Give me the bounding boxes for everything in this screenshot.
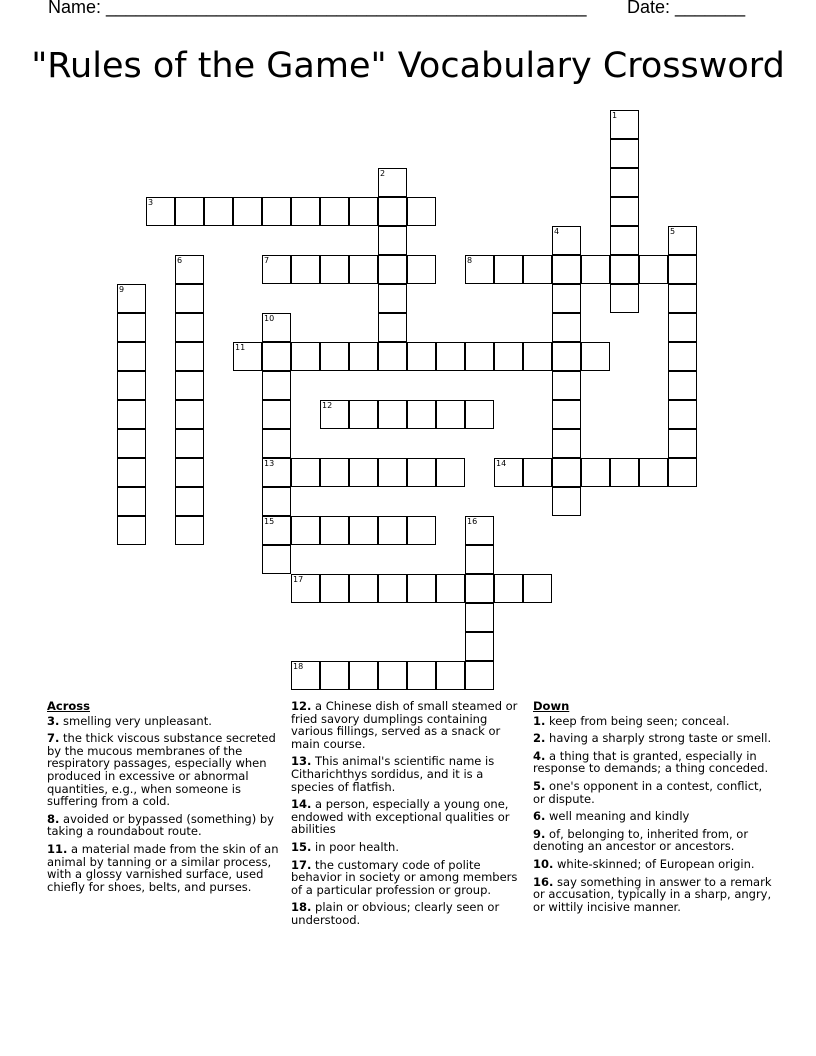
clue-number: 7. xyxy=(47,731,60,746)
crossword-cell[interactable] xyxy=(175,313,204,342)
clue-number: 3. xyxy=(47,713,60,728)
clue-number: 8. xyxy=(47,811,60,826)
clue-number: 5. xyxy=(533,778,546,793)
crossword-cell[interactable] xyxy=(349,458,378,487)
clue-number: 13. xyxy=(291,754,312,769)
crossword-cell[interactable] xyxy=(523,574,552,603)
clue-text: a material made from the skin of an animal by tanning or a similar process, with a glossy varnished surface, used chiefly for shoes, belts, and purses. xyxy=(47,841,279,894)
crossword-cell[interactable] xyxy=(552,429,581,458)
across-clue-list-continued xyxy=(291,700,523,927)
crossword-cell[interactable] xyxy=(291,255,320,284)
down-clue xyxy=(533,810,773,823)
clue-number: 18. xyxy=(291,900,312,915)
crossword-cell[interactable] xyxy=(465,255,494,284)
crossword-cell[interactable] xyxy=(262,342,291,371)
crossword-cell[interactable] xyxy=(349,400,378,429)
crossword-cell[interactable] xyxy=(117,516,146,545)
crossword-cell[interactable] xyxy=(523,255,552,284)
across-clue xyxy=(47,843,279,893)
clue-number: 9 xyxy=(119,285,125,294)
clue-text: well meaning and kindly xyxy=(545,809,690,824)
crossword-cell[interactable] xyxy=(494,458,523,487)
crossword-cell[interactable] xyxy=(407,255,436,284)
crossword-cell[interactable] xyxy=(291,661,320,690)
clue-number: 16 xyxy=(467,517,478,526)
crossword-cell[interactable] xyxy=(668,429,697,458)
crossword-cell[interactable] xyxy=(581,255,610,284)
clue-text: the thick viscous substance secreted by the mucous membranes of the respiratory passages, especially when produced in excessive or abnormal quantities, e.g., when someone is suffering from a cold. xyxy=(47,731,276,809)
crossword-cell[interactable] xyxy=(610,284,639,313)
clue-text: the customary code of polite behavior in society or among members of a particular profession or group. xyxy=(291,857,518,897)
down-clue xyxy=(533,715,773,728)
crossword-cell[interactable] xyxy=(552,371,581,400)
crossword-cell[interactable] xyxy=(552,487,581,516)
crossword-cell[interactable] xyxy=(465,574,494,603)
across-clue xyxy=(291,755,523,793)
crossword-cell[interactable] xyxy=(349,574,378,603)
crossword-cell[interactable] xyxy=(639,255,668,284)
clue-number: 1. xyxy=(533,713,546,728)
crossword-cell[interactable] xyxy=(175,429,204,458)
crossword-cell[interactable] xyxy=(465,516,494,545)
crossword-cell[interactable] xyxy=(378,516,407,545)
crossword-cell[interactable] xyxy=(668,400,697,429)
crossword-cell[interactable] xyxy=(436,458,465,487)
crossword-cell[interactable] xyxy=(349,197,378,226)
clue-number: 14 xyxy=(496,459,507,468)
crossword-cell[interactable] xyxy=(465,632,494,661)
crossword-cell[interactable] xyxy=(320,342,349,371)
clue-number: 1 xyxy=(612,111,618,120)
crossword-cell[interactable] xyxy=(581,342,610,371)
crossword-cell[interactable] xyxy=(378,255,407,284)
crossword-cell[interactable] xyxy=(262,400,291,429)
clue-text: a Chinese dish of small steamed or fried savory dumplings containing various fillings, served as a snack or main course. xyxy=(291,699,518,751)
clue-number: 18 xyxy=(293,662,304,671)
crossword-cell[interactable] xyxy=(494,342,523,371)
across-clues-column xyxy=(47,700,279,898)
crossword-cell[interactable] xyxy=(668,371,697,400)
clue-number: 14. xyxy=(291,797,312,812)
down-clue xyxy=(533,876,773,914)
crossword-cell[interactable] xyxy=(523,458,552,487)
clue-number: 10. xyxy=(533,856,554,871)
across-heading: Across xyxy=(47,699,90,713)
crossword-cell[interactable] xyxy=(552,284,581,313)
down-clue xyxy=(533,750,773,775)
clue-number: 13 xyxy=(264,459,275,468)
clue-text: say something in answer to a remark or accusation, typically in a sharp, angry, or wittily incisive manner. xyxy=(533,874,772,914)
down-clue xyxy=(533,828,773,853)
clue-number: 11 xyxy=(235,343,246,352)
crossword-cell[interactable] xyxy=(668,458,697,487)
clue-text: smelling very unpleasant. xyxy=(59,713,212,728)
across-clue xyxy=(291,798,523,836)
crossword-cell[interactable] xyxy=(117,342,146,371)
crossword-cell[interactable] xyxy=(262,255,291,284)
crossword-cell[interactable] xyxy=(610,458,639,487)
crossword-cell[interactable] xyxy=(668,342,697,371)
across-clue xyxy=(47,813,279,838)
crossword-cell[interactable] xyxy=(465,603,494,632)
page-title: "Rules of the Game" Vocabulary Crossword xyxy=(31,46,785,86)
down-clue xyxy=(533,858,773,871)
crossword-cell[interactable] xyxy=(378,661,407,690)
crossword-cell[interactable] xyxy=(320,197,349,226)
across-clues-continued-column xyxy=(291,700,523,932)
clue-number: 5 xyxy=(670,227,676,236)
crossword-cell[interactable] xyxy=(233,342,262,371)
crossword-cell[interactable] xyxy=(436,661,465,690)
crossword-cell[interactable] xyxy=(117,371,146,400)
crossword-cell[interactable] xyxy=(610,110,639,139)
crossword-cell[interactable] xyxy=(552,255,581,284)
across-clue-list xyxy=(47,715,279,894)
crossword-cell[interactable] xyxy=(291,458,320,487)
clue-number: 10 xyxy=(264,314,275,323)
crossword-cell[interactable] xyxy=(407,574,436,603)
crossword-cell[interactable] xyxy=(465,342,494,371)
crossword-cell[interactable] xyxy=(523,342,552,371)
crossword-cell[interactable] xyxy=(291,197,320,226)
clue-text: in poor health. xyxy=(311,839,399,854)
crossword-cell[interactable] xyxy=(175,342,204,371)
across-clue xyxy=(291,841,523,854)
clue-text: one's opponent in a contest, conflict, or dispute. xyxy=(533,778,763,806)
clue-number: 11. xyxy=(47,841,68,856)
crossword-cell[interactable] xyxy=(349,661,378,690)
crossword-cell[interactable] xyxy=(320,661,349,690)
crossword-cell[interactable] xyxy=(407,458,436,487)
crossword-cell[interactable] xyxy=(465,545,494,574)
crossword-cell[interactable] xyxy=(552,400,581,429)
crossword-cell[interactable] xyxy=(378,574,407,603)
crossword-cell[interactable] xyxy=(349,255,378,284)
crossword-cell[interactable] xyxy=(349,516,378,545)
clue-number: 4. xyxy=(533,748,546,763)
crossword-cell[interactable] xyxy=(668,313,697,342)
across-clue xyxy=(291,901,523,926)
clue-text: of, belonging to, inherited from, or denoting an ancestor or ancestors. xyxy=(533,826,749,854)
down-clue-list xyxy=(533,715,773,914)
down-clue xyxy=(533,780,773,805)
clue-number: 3 xyxy=(148,198,154,207)
crossword-cell[interactable] xyxy=(610,197,639,226)
crossword-cell[interactable] xyxy=(320,255,349,284)
crossword-cell[interactable] xyxy=(262,487,291,516)
name-field[interactable]: Name: ________________________________________________ xyxy=(48,0,587,17)
crossword-cell[interactable] xyxy=(175,284,204,313)
across-clue xyxy=(47,715,279,728)
clue-number: 9. xyxy=(533,826,546,841)
clue-text: white-skinned; of European origin. xyxy=(553,856,755,871)
crossword-cell[interactable] xyxy=(378,168,407,197)
crossword-cell[interactable] xyxy=(610,168,639,197)
crossword-cell[interactable] xyxy=(610,255,639,284)
crossword-cell[interactable] xyxy=(610,139,639,168)
clue-text: keep from being seen; conceal. xyxy=(545,713,730,728)
crossword-cell[interactable] xyxy=(233,197,262,226)
clue-number: 15 xyxy=(264,517,275,526)
crossword-cell[interactable] xyxy=(552,342,581,371)
crossword-cell[interactable] xyxy=(320,574,349,603)
crossword-cell[interactable] xyxy=(320,400,349,429)
crossword-cell[interactable] xyxy=(291,574,320,603)
crossword-cell[interactable] xyxy=(494,574,523,603)
clue-number: 2. xyxy=(533,731,546,746)
crossword-cell[interactable] xyxy=(668,284,697,313)
crossword-cell[interactable] xyxy=(117,284,146,313)
crossword-cell[interactable] xyxy=(494,255,523,284)
clue-text: a person, especially a young one, endowed with exceptional qualities or abilities xyxy=(291,797,510,837)
crossword-cell[interactable] xyxy=(291,516,320,545)
crossword-cell[interactable] xyxy=(175,255,204,284)
crossword-cell[interactable] xyxy=(175,458,204,487)
crossword-cell[interactable] xyxy=(262,516,291,545)
crossword-cell[interactable] xyxy=(465,661,494,690)
clue-number: 7 xyxy=(264,256,270,265)
clue-number: 6. xyxy=(533,809,546,824)
crossword-cell[interactable] xyxy=(262,429,291,458)
crossword-cell[interactable] xyxy=(552,313,581,342)
crossword-cell[interactable] xyxy=(552,226,581,255)
crossword-cell[interactable] xyxy=(117,400,146,429)
crossword-cell[interactable] xyxy=(407,661,436,690)
crossword-cell[interactable] xyxy=(262,458,291,487)
crossword-cell[interactable] xyxy=(291,342,320,371)
crossword-cell[interactable] xyxy=(407,400,436,429)
clue-number: 2 xyxy=(380,169,386,178)
clue-number: 8 xyxy=(467,256,473,265)
across-clue xyxy=(47,732,279,808)
down-heading: Down xyxy=(533,699,570,713)
crossword-cell[interactable] xyxy=(378,226,407,255)
clue-number: 6 xyxy=(177,256,183,265)
crossword-cell[interactable] xyxy=(117,487,146,516)
crossword-cell[interactable] xyxy=(320,516,349,545)
crossword-cell[interactable] xyxy=(175,487,204,516)
crossword-cell[interactable] xyxy=(436,400,465,429)
clue-number: 16. xyxy=(533,874,554,889)
clue-text: This animal's scientific name is Citharichthys sordidus, and it is a species of flatfish. xyxy=(291,754,495,794)
crossword-cell[interactable] xyxy=(262,371,291,400)
crossword-cell[interactable] xyxy=(465,400,494,429)
clue-text: having a sharply strong taste or smell. xyxy=(545,731,772,746)
crossword-cell[interactable] xyxy=(407,197,436,226)
clue-text: avoided or bypassed (something) by taking a roundabout route. xyxy=(47,811,274,839)
down-clue xyxy=(533,732,773,745)
crossword-cell[interactable] xyxy=(175,197,204,226)
clue-number: 12 xyxy=(322,401,333,410)
crossword-cell[interactable] xyxy=(407,516,436,545)
clue-text: a thing that is granted, especially in response to demands; a thing conceded. xyxy=(533,748,769,776)
crossword-cell[interactable] xyxy=(378,197,407,226)
crossword-cell[interactable] xyxy=(175,371,204,400)
clue-number: 17 xyxy=(293,575,304,584)
across-clue xyxy=(291,700,523,750)
crossword-cell[interactable] xyxy=(668,255,697,284)
clue-number: 12. xyxy=(291,699,312,713)
clue-number: 17. xyxy=(291,857,312,872)
crossword-cell[interactable] xyxy=(610,226,639,255)
crossword-cell[interactable] xyxy=(262,545,291,574)
crossword-cell[interactable] xyxy=(668,226,697,255)
date-field[interactable]: Date: _______ xyxy=(627,0,746,17)
crossword-cell[interactable] xyxy=(117,458,146,487)
crossword-cell[interactable] xyxy=(320,458,349,487)
crossword-cell[interactable] xyxy=(378,313,407,342)
crossword-cell[interactable] xyxy=(378,284,407,313)
clue-text: plain or obvious; clearly seen or understood. xyxy=(291,900,500,927)
crossword-cell[interactable] xyxy=(349,342,378,371)
crossword-cell[interactable] xyxy=(262,313,291,342)
crossword-cell[interactable] xyxy=(117,313,146,342)
crossword-cell[interactable] xyxy=(378,458,407,487)
crossword-cell[interactable] xyxy=(262,197,291,226)
crossword-cell[interactable] xyxy=(146,197,175,226)
clue-number: 4 xyxy=(554,227,560,236)
crossword-cell[interactable] xyxy=(639,458,668,487)
crossword-cell[interactable] xyxy=(552,458,581,487)
crossword-cell[interactable] xyxy=(175,516,204,545)
crossword-cell[interactable] xyxy=(204,197,233,226)
crossword-cell[interactable] xyxy=(117,429,146,458)
across-clue xyxy=(291,859,523,897)
crossword-cell[interactable] xyxy=(175,400,204,429)
clue-number: 15. xyxy=(291,839,312,854)
crossword-cell[interactable] xyxy=(436,342,465,371)
crossword-cell[interactable] xyxy=(436,574,465,603)
down-clues-column xyxy=(533,700,773,918)
crossword-cell[interactable] xyxy=(378,400,407,429)
crossword-cell[interactable] xyxy=(581,458,610,487)
crossword-cell[interactable] xyxy=(378,342,407,371)
crossword-cell[interactable] xyxy=(407,342,436,371)
